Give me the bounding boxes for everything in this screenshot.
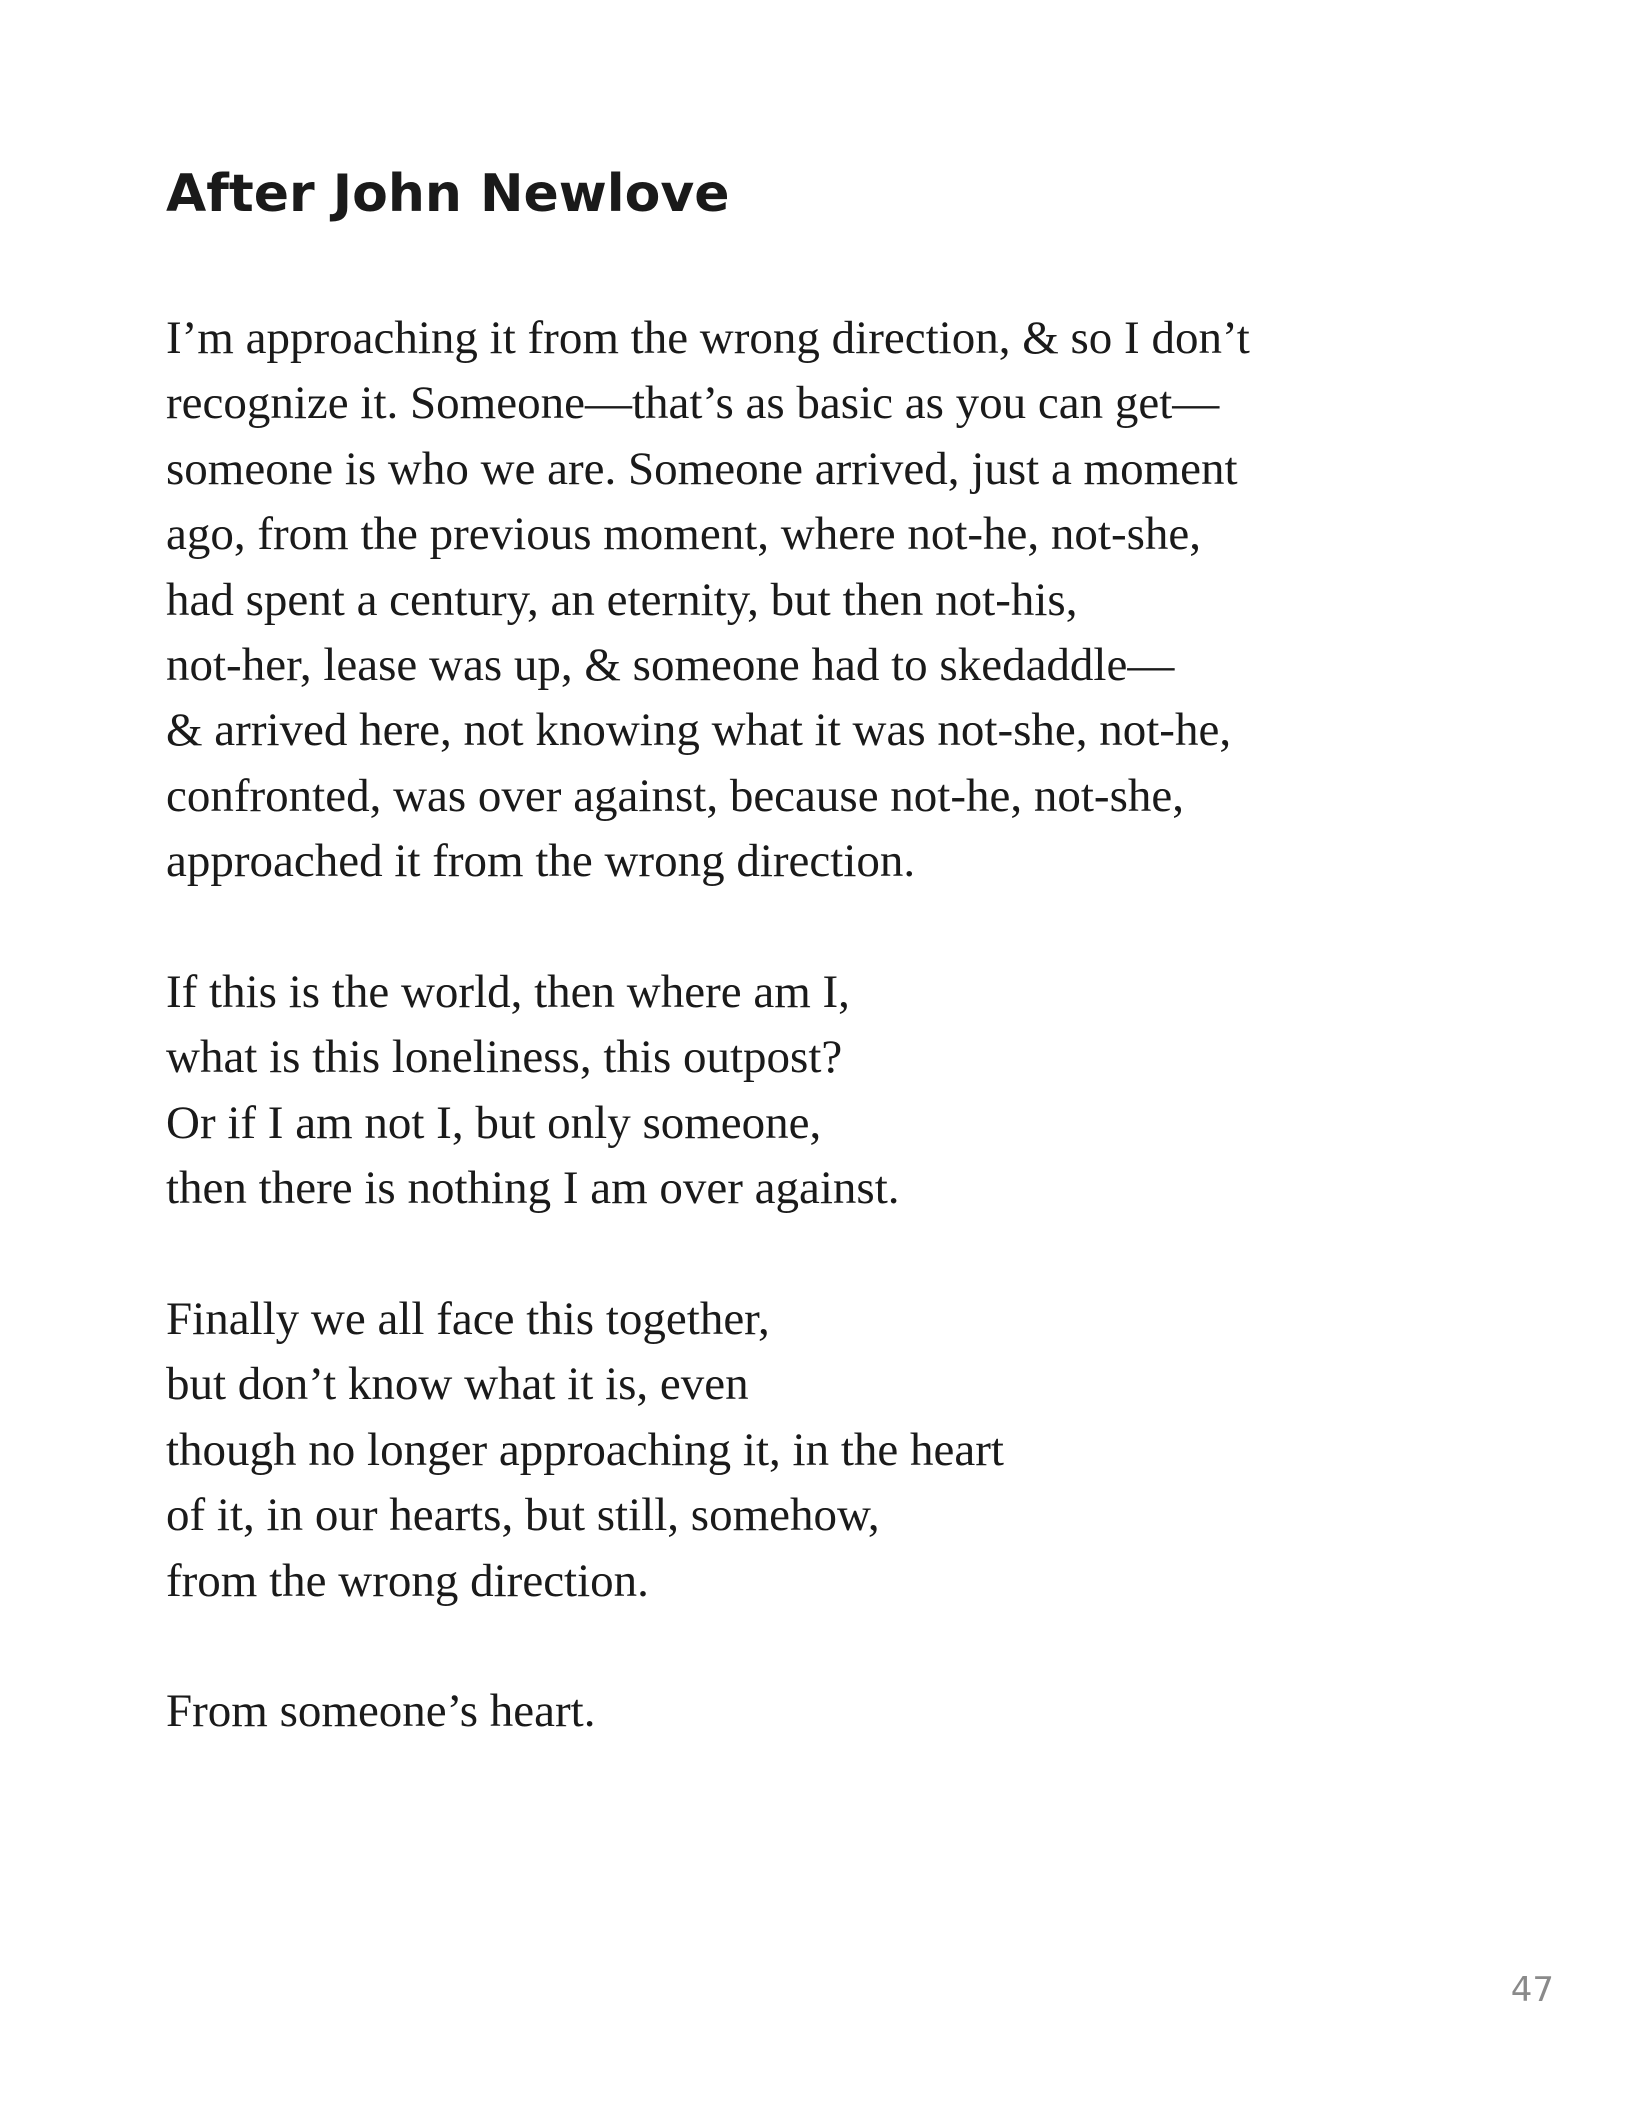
- poem-line: approached it from the wrong direction.: [166, 835, 916, 888]
- poem-line: not-her, lease was up, & someone had to skedaddle—: [166, 639, 1175, 692]
- poem-line: though no longer approaching it, in the heart: [166, 1423, 1004, 1476]
- poem-line: Finally we all face this together,: [166, 1293, 770, 1346]
- poem-line: someone is who we are. Someone arrived, just a moment: [166, 442, 1238, 495]
- poem-line: from the wrong direction.: [166, 1554, 649, 1607]
- poem-line: what is this loneliness, this outpost?: [166, 1031, 843, 1084]
- poem-line: & arrived here, not knowing what it was not-she, not-he,: [166, 704, 1232, 757]
- poem-line: ago, from the previous moment, where not-he, not-she,: [166, 508, 1202, 561]
- poem-line: had spent a century, an eternity, but then not-his,: [166, 573, 1078, 626]
- poem-line: From someone’s heart.: [166, 1685, 596, 1738]
- page-number: 47: [1510, 1970, 1554, 2010]
- stanza-4: [166, 1679, 1466, 1744]
- poem-line: I’m approaching it from the wrong direction, & so I don’t: [166, 312, 1250, 364]
- poem-body: [166, 306, 1466, 1810]
- stanza-1: [166, 306, 1466, 895]
- poem-line: Or if I am not I, but only someone,: [166, 1096, 822, 1149]
- stanza-2: [166, 960, 1466, 1222]
- poem-line: then there is nothing I am over against.: [166, 1162, 900, 1215]
- poem-title: After John Newlove: [166, 164, 730, 224]
- poem-line: confronted, was over against, because not-he, not-she,: [166, 769, 1184, 822]
- poem-line: but don’t know what it is, even: [166, 1358, 749, 1411]
- poem-line: If this is the world, then where am I,: [166, 966, 850, 1019]
- poem-line: of it, in our hearts, but still, somehow,: [166, 1489, 880, 1542]
- poem-line: recognize it. Someone—that’s as basic as you can get—: [166, 377, 1220, 430]
- stanza-3: [166, 1287, 1466, 1614]
